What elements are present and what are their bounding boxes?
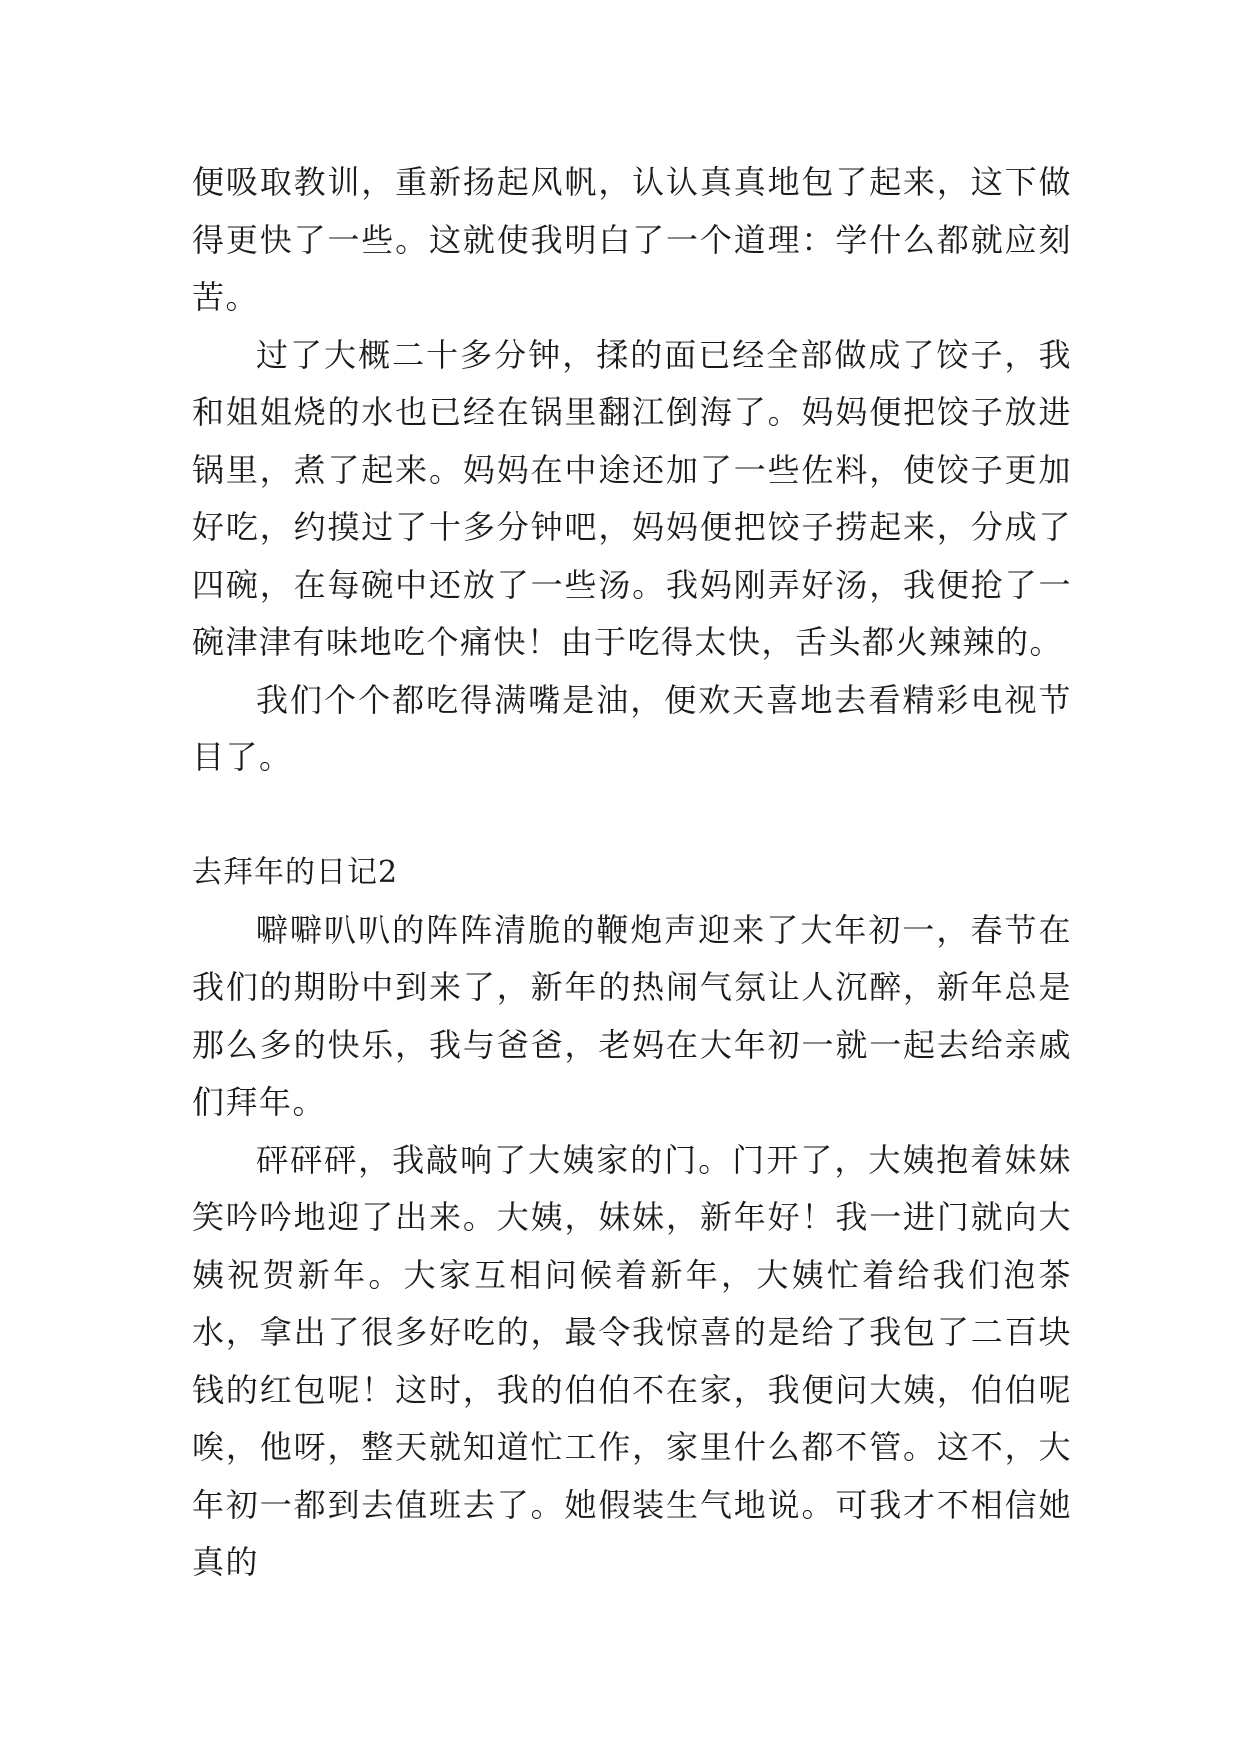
section-spacer	[192, 787, 1072, 845]
paragraph-visit-aunt: 砰砰砰，我敲响了大姨家的门。门开了，大姨抱着妹妹笑吟吟地迎了出来。大姨，妹妹，新年好！我一进门就向大姨祝贺新年。大家互相问候着新年，大姨忙着给我们泡茶水，拿出了很多好吃的，最令我惊喜的是给了我包了二百块钱的红包呢！这时，我的伯伯不在家，我便问大姨，伯伯呢唉，他呀，整天就知道忙工作，家里什么都不管。这不，大年初一都到去值班去了。她假装生气地说。可我才不相信她真的	[192, 1140, 1072, 1581]
paragraph-dumplings-end: 我们个个都吃得满嘴是油，便欢天喜地去看精彩电视节目了。	[192, 680, 1072, 776]
paragraph-new-year: 噼噼叭叭的阵阵清脆的鞭炮声迎来了大年初一，春节在我们的期盼中到来了，新年的热闹气氛让人沉醉，新年总是那么多的快乐，我与爸爸，老妈在大年初一就一起去给亲戚们拜年。	[192, 910, 1072, 1121]
document-body	[192, 154, 1072, 1592]
paragraph-continued: 便吸取教训，重新扬起风帆，认认真真地包了起来，这下做得更快了一些。这就使我明白了一个道理：学什么都就应刻苦。	[192, 163, 1072, 316]
paragraph-dumplings-cooking: 过了大概二十多分钟，揉的面已经全部做成了饺子，我和姐姐烧的水也已经在锅里翻江倒海了。妈妈便把饺子放进锅里，煮了起来。妈妈在中途还加了一些佐料，使饺子更加好吃，约摸过了十多分钟吧，妈妈便把饺子捞起来，分成了四碗，在每碗中还放了一些汤。我妈刚弄好汤，我便抢了一碗津津有味地吃个痛快！由于吃得太快，舌头都火辣辣的。	[192, 335, 1072, 661]
section-title: 去拜年的日记2	[192, 855, 399, 890]
